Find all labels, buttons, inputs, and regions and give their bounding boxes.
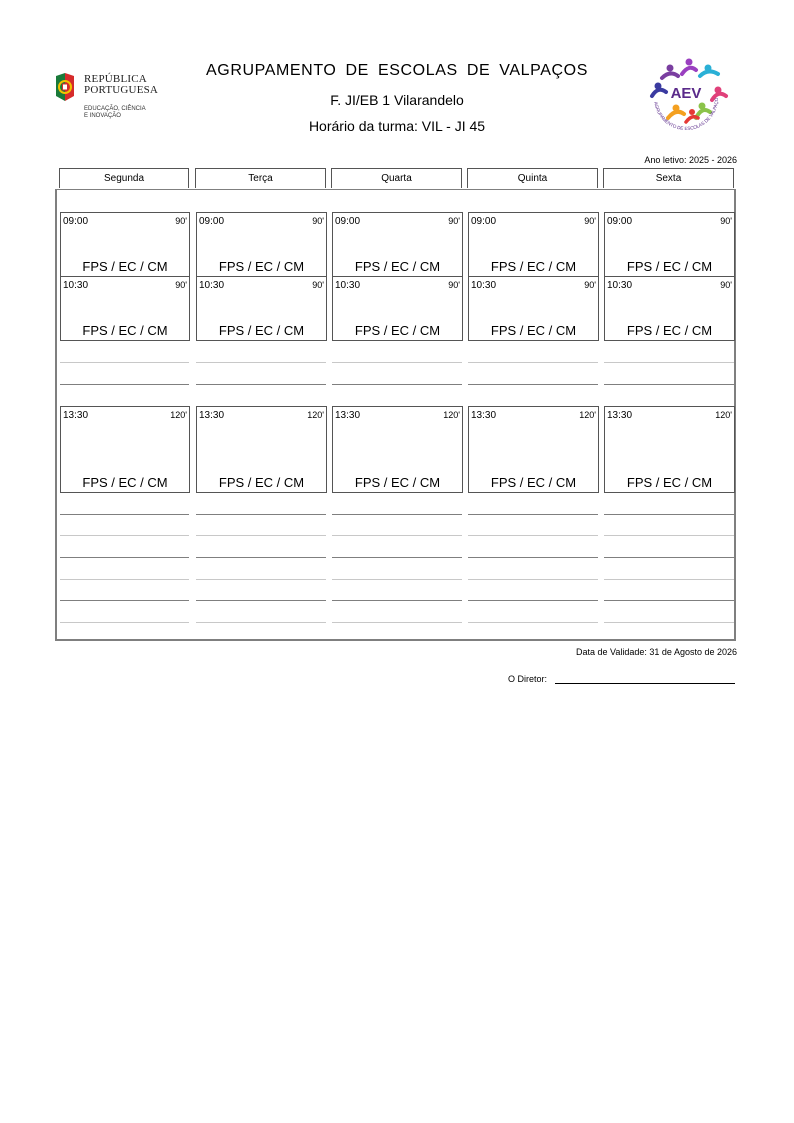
- empty-row-line: [60, 600, 189, 601]
- empty-row-line: [604, 600, 734, 601]
- slot-subject: FPS / EC / CM: [218, 259, 305, 274]
- slot-duration: 90': [448, 216, 460, 226]
- slot-sexta-1030: [604, 276, 735, 341]
- slot-duration: 90': [312, 280, 324, 290]
- slot-quinta-0900: [468, 212, 599, 277]
- empty-row-line: [604, 514, 734, 515]
- slot-subject: FPS / EC / CM: [354, 323, 441, 338]
- empty-row-line: [196, 557, 326, 558]
- slot-duration: 120': [443, 410, 460, 420]
- empty-row-line: [468, 535, 598, 536]
- empty-row-line: [604, 579, 734, 580]
- school-name: F. JI/EB 1 Vilarandelo: [330, 92, 464, 108]
- slot-duration: 90': [720, 216, 732, 226]
- empty-row-line: [196, 362, 326, 363]
- slot-quarta-1330: [332, 406, 463, 493]
- slot-quarta-1030: [332, 276, 463, 341]
- director-label: O Diretor:: [508, 674, 548, 684]
- slot-time: 13:30: [199, 410, 225, 421]
- empty-row-line: [332, 622, 462, 623]
- empty-row-line: [196, 579, 326, 580]
- school-group-title: AGRUPAMENTO DE ESCOLAS DE VALPAÇOS: [206, 62, 588, 79]
- slot-subject: FPS / EC / CM: [490, 475, 577, 490]
- empty-row-line: [332, 579, 462, 580]
- slot-terca-1330: [196, 406, 327, 493]
- slot-segunda-1330: [60, 406, 190, 493]
- slot-subject: FPS / EC / CM: [82, 259, 168, 274]
- empty-row-line: [468, 362, 598, 363]
- empty-row-line: [332, 557, 462, 558]
- slot-time: 09:00: [607, 216, 633, 227]
- validity-date: Data de Validade: 31 de Agosto de 2026: [576, 647, 737, 657]
- day-tab-sexta: Sexta: [603, 168, 734, 188]
- slot-time: 13:30: [335, 410, 361, 421]
- slot-subject: FPS / EC / CM: [82, 323, 168, 338]
- slot-sexta-1330: [604, 406, 735, 493]
- empty-row-line: [604, 535, 734, 536]
- aev-logo: [642, 56, 730, 138]
- slot-subject: FPS / EC / CM: [218, 475, 305, 490]
- empty-row-line: [468, 600, 598, 601]
- slot-time: 09:00: [199, 216, 225, 227]
- slot-time: 09:00: [471, 216, 497, 227]
- republic-line-2: PORTUGUESA: [84, 84, 159, 96]
- empty-row-line: [196, 622, 326, 623]
- empty-row-line: [60, 362, 189, 363]
- day-tab-quinta: Quinta: [467, 168, 598, 188]
- slot-subject: FPS / EC / CM: [490, 323, 577, 338]
- slot-subject: FPS / EC / CM: [490, 259, 577, 274]
- slot-segunda-1030: [60, 276, 190, 341]
- slot-duration: 90': [175, 216, 187, 226]
- empty-row-line: [332, 600, 462, 601]
- empty-row-line: [196, 600, 326, 601]
- empty-row-line: [196, 384, 326, 385]
- empty-row-line: [60, 579, 189, 580]
- slot-time: 10:30: [335, 280, 361, 291]
- slot-time: 10:30: [471, 280, 497, 291]
- slot-duration: 90': [312, 216, 324, 226]
- slot-duration: 120': [579, 410, 596, 420]
- slot-quarta-0900: [332, 212, 463, 277]
- slot-subject: FPS / EC / CM: [218, 323, 305, 338]
- empty-row-line: [60, 514, 189, 515]
- empty-row-line: [332, 384, 462, 385]
- slot-duration: 90': [448, 280, 460, 290]
- empty-row-line: [604, 622, 734, 623]
- slot-duration: 120': [715, 410, 732, 420]
- day-tab-quarta: Quarta: [331, 168, 462, 188]
- ministry-line-2: E INOVAÇÃO: [84, 113, 121, 119]
- slot-time: 10:30: [199, 280, 225, 291]
- slot-sexta-0900: [604, 212, 735, 277]
- empty-row-line: [604, 557, 734, 558]
- slot-time: 10:30: [607, 280, 633, 291]
- slot-duration: 90': [720, 280, 732, 290]
- slot-time: 13:30: [63, 410, 89, 421]
- slot-time: 13:30: [471, 410, 497, 421]
- empty-row-line: [196, 514, 326, 515]
- empty-row-line: [60, 535, 189, 536]
- aev-logo-text: AEV: [670, 85, 702, 102]
- slot-time: 09:00: [63, 216, 89, 227]
- slot-subject: FPS / EC / CM: [626, 475, 713, 490]
- slot-time: 13:30: [607, 410, 633, 421]
- portuguese-emblem-icon: [54, 72, 76, 102]
- slot-terca-1030: [196, 276, 327, 341]
- empty-row-line: [468, 557, 598, 558]
- empty-row-line: [332, 514, 462, 515]
- empty-row-line: [604, 362, 734, 363]
- slot-terca-0900: [196, 212, 327, 277]
- empty-row-line: [468, 622, 598, 623]
- day-tab-segunda: Segunda: [59, 168, 189, 188]
- day-tab-terca: Terça: [195, 168, 326, 188]
- slot-duration: 120': [170, 410, 187, 420]
- slot-duration: 90': [175, 280, 187, 290]
- slot-duration: 90': [584, 280, 596, 290]
- empty-row-line: [60, 622, 189, 623]
- empty-row-line: [468, 579, 598, 580]
- slot-subject: FPS / EC / CM: [354, 475, 441, 490]
- slot-duration: 120': [307, 410, 324, 420]
- empty-row-line: [468, 384, 598, 385]
- republic-line-1: REPÚBLICA: [84, 73, 147, 85]
- slot-duration: 90': [584, 216, 596, 226]
- director-signature-line: [555, 683, 735, 684]
- empty-row-line: [468, 514, 598, 515]
- aev-ring-text: AGRUPAMENTO DE ESCOLAS DE VALPAÇO: [653, 97, 720, 132]
- slot-time: 09:00: [335, 216, 361, 227]
- slot-subject: FPS / EC / CM: [626, 323, 713, 338]
- slot-subject: FPS / EC / CM: [354, 259, 441, 274]
- slot-subject: FPS / EC / CM: [82, 475, 168, 490]
- empty-row-line: [604, 384, 734, 385]
- empty-row-line: [196, 535, 326, 536]
- slot-time: 10:30: [63, 280, 89, 291]
- slot-subject: FPS / EC / CM: [626, 259, 713, 274]
- empty-row-line: [332, 535, 462, 536]
- empty-row-line: [60, 557, 189, 558]
- slot-segunda-0900: [60, 212, 190, 277]
- empty-row-line: [60, 384, 189, 385]
- ministry-line-1: EDUCAÇÃO, CIÊNCIA: [84, 106, 146, 112]
- slot-quinta-1030: [468, 276, 599, 341]
- school-year: Ano letivo: 2025 - 2026: [644, 155, 737, 165]
- class-schedule-title: Horário da turma: VIL - JI 45: [308, 118, 486, 134]
- slot-quinta-1330: [468, 406, 599, 493]
- empty-row-line: [332, 362, 462, 363]
